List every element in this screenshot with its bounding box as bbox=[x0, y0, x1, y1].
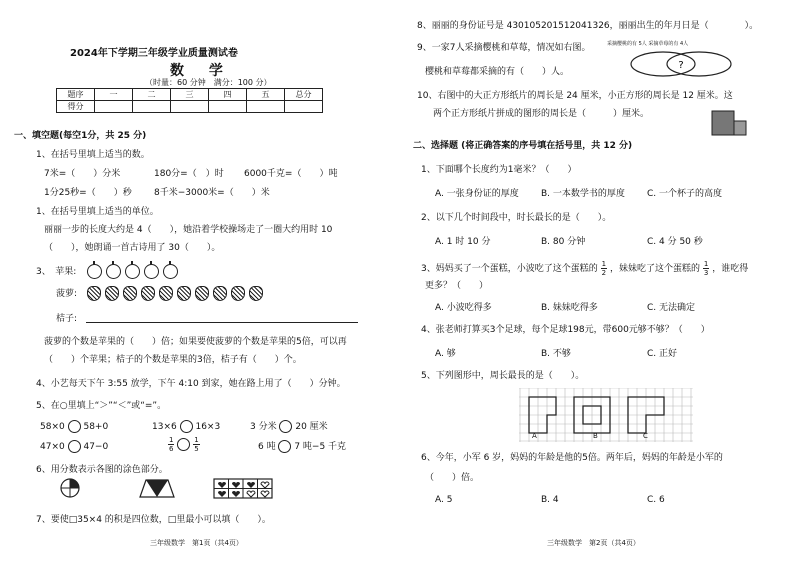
section2-heading: 二、选择题 (将正确答案的序号填在括号里，共 12 分) bbox=[413, 141, 633, 151]
question-1b: 180分=（ ）时 bbox=[154, 169, 224, 179]
question-3-text1: 菠萝的个数是苹果的（ ）倍；如果要使菠萝的个数是苹果的5倍，可以再 bbox=[44, 337, 347, 347]
shape-c-label: C bbox=[643, 432, 648, 440]
table-cell[interactable] bbox=[247, 101, 285, 113]
option-a[interactable]: A. 5 bbox=[435, 495, 453, 505]
fraction bbox=[601, 260, 607, 277]
option-a[interactable]: A. 一张身份证的厚度 bbox=[435, 189, 519, 199]
pineapple-icon bbox=[123, 286, 137, 301]
question-10b: 两个正方形纸片拼成的图形的周长是（ ）厘米。 bbox=[433, 109, 650, 119]
score-table-header-row bbox=[57, 89, 323, 101]
apple-icon bbox=[144, 264, 159, 279]
exam-title: 2024年下学期三年级学业质量测试卷 bbox=[70, 48, 238, 59]
compare-right: 47−0 bbox=[83, 442, 109, 452]
compare-item bbox=[250, 420, 328, 433]
compare-right: 58+0 bbox=[83, 422, 109, 432]
pineapple-icon bbox=[141, 286, 155, 301]
apple-row bbox=[87, 264, 178, 279]
compare-left: 47×0 bbox=[40, 442, 65, 452]
option-c[interactable]: C. 6 bbox=[647, 495, 665, 505]
option-c[interactable]: C. 无法确定 bbox=[647, 303, 696, 313]
compare-right: 7 吨−5 千克 bbox=[294, 442, 347, 452]
table-cell: 总分 bbox=[285, 89, 323, 101]
pineapple-icon bbox=[213, 286, 227, 301]
right-column bbox=[397, 0, 794, 561]
compare-left: 13×6 bbox=[152, 422, 177, 432]
option-b[interactable]: B. 妹妹吃得多 bbox=[541, 303, 598, 313]
circle-figure bbox=[61, 479, 79, 497]
denominator: 6 bbox=[169, 445, 174, 453]
denominator: 2 bbox=[601, 269, 607, 277]
shape-b-label: B bbox=[593, 432, 598, 440]
compare-left: 3 分米 bbox=[250, 422, 277, 432]
question-1: 1、在括号里填上适当的数。 bbox=[36, 150, 150, 160]
score-table-score-row bbox=[57, 101, 323, 113]
choice-question-5: 5、下列图形中，周长最長的是（ ）。 bbox=[421, 371, 585, 381]
fraction bbox=[168, 436, 174, 453]
compare-left: 58×0 bbox=[40, 422, 65, 432]
subject-title: 数 学 bbox=[170, 63, 233, 79]
question-8: 8、丽丽的身份证号是 430105201512041326，丽丽出生的年月日是（ ）。 bbox=[417, 21, 759, 31]
choice-question-3 bbox=[421, 260, 748, 277]
fraction-figures bbox=[60, 478, 290, 500]
compare-item bbox=[258, 440, 346, 453]
choice-question-6b: （ ）倍。 bbox=[425, 473, 480, 483]
compare-circle[interactable] bbox=[68, 420, 81, 433]
pineapple-row bbox=[87, 286, 263, 301]
option-a[interactable]: A. 够 bbox=[435, 349, 456, 359]
shape-a-label: A bbox=[532, 432, 537, 440]
table-cell: 一 bbox=[95, 89, 133, 101]
apple-icon bbox=[163, 264, 178, 279]
svg-text:?: ? bbox=[678, 60, 684, 71]
footer-right: 三年级数学 第2页（共4页） bbox=[547, 539, 640, 547]
question-1a: 7米=（ ）分米 bbox=[44, 169, 121, 179]
table-cell[interactable] bbox=[133, 101, 171, 113]
pineapple-icon bbox=[249, 286, 263, 301]
venn-diagram bbox=[627, 50, 737, 78]
compare-circle[interactable] bbox=[279, 420, 292, 433]
option-b[interactable]: B. 4 bbox=[541, 495, 559, 505]
choice-question-1: 1、下面哪个长度约为1毫米？（ ） bbox=[421, 165, 577, 175]
question-2a: 丽丽一步的长度大约是 4（ ），她沿着学校操场走了一圈大约用时 10 bbox=[44, 225, 333, 235]
fraction bbox=[193, 436, 199, 453]
pineapple-icon bbox=[195, 286, 209, 301]
apple-icon bbox=[87, 264, 102, 279]
pineapple-icon bbox=[177, 286, 191, 301]
question-9b: 樱桃和草莓都采摘的有（ ）人。 bbox=[425, 67, 570, 77]
orange-answer-line[interactable] bbox=[86, 322, 358, 323]
denominator: 3 bbox=[703, 269, 709, 277]
question-2b: （ ），她朗诵一首古诗用了 30（ ）。 bbox=[44, 243, 221, 253]
numerator: 1 bbox=[601, 260, 607, 268]
table-cell: 五 bbox=[247, 89, 285, 101]
pineapple-icon bbox=[231, 286, 245, 301]
pineapple-icon bbox=[105, 286, 119, 301]
table-cell: 四 bbox=[209, 89, 247, 101]
score-table bbox=[56, 88, 323, 113]
apple-icon bbox=[125, 264, 140, 279]
choice-question-3b: 更多？（ ） bbox=[425, 281, 489, 291]
compare-right: 16×3 bbox=[195, 422, 221, 432]
option-b[interactable]: B. 一本数学书的厚度 bbox=[541, 189, 625, 199]
compare-left: 6 吨 bbox=[258, 442, 276, 452]
compare-circle[interactable] bbox=[68, 440, 81, 453]
table-cell: 得分 bbox=[57, 101, 95, 113]
choice-question-4: 4、张老师打算买3个足球，每个足球198元，带600元够不够？（ ） bbox=[421, 325, 710, 335]
question-text: ，妹妹吃了这个蛋糕的 bbox=[609, 264, 700, 274]
compare-circle[interactable] bbox=[180, 420, 193, 433]
compare-item bbox=[40, 420, 108, 433]
option-b[interactable]: B. 80 分钟 bbox=[541, 237, 586, 247]
question-3-text2: （ ）个苹果；桔子的个数是苹果的3倍，桔子有（ ）个。 bbox=[44, 355, 302, 365]
compare-item bbox=[152, 420, 220, 433]
question-5: 5、在○里填上“＞”“＜”或“=”。 bbox=[36, 401, 167, 411]
table-cell: 三 bbox=[171, 89, 209, 101]
grid-shapes-figure bbox=[519, 388, 693, 442]
compare-circle[interactable] bbox=[177, 438, 190, 451]
compare-item bbox=[40, 440, 108, 453]
numerator: 1 bbox=[703, 260, 709, 268]
table-cell[interactable] bbox=[171, 101, 209, 113]
orange-label: 桔子: bbox=[56, 314, 78, 324]
option-c[interactable]: C. 正好 bbox=[647, 349, 678, 359]
exam-meta: （时量：60 分钟 满分：100 分） bbox=[145, 78, 272, 87]
question-1d: 1分25秒=（ ）秒 bbox=[44, 188, 132, 198]
venn-caption: 采摘樱桃的有 5人 采摘草莓的有 4人 bbox=[607, 41, 689, 47]
compare-circle[interactable] bbox=[278, 440, 291, 453]
denominator: 5 bbox=[194, 445, 199, 453]
option-c[interactable]: C. 一个杯子的高度 bbox=[647, 189, 723, 199]
pineapple-icon bbox=[159, 286, 173, 301]
choice-question-6: 6、今年，小军 6 岁，妈妈的年龄是他的5倍。两年后，妈妈的年龄是小军的 bbox=[421, 453, 723, 463]
choice-question-2: 2、以下几个时间段中，时长最长的是（ ）。 bbox=[421, 213, 612, 223]
option-a[interactable]: A. 小波吃得多 bbox=[435, 303, 492, 313]
question-10: 10、右图中的大正方形纸片的周长是 24 厘米，小正方形的周长是 12 厘米。这 bbox=[417, 91, 733, 101]
question-6: 6、用分数表示各图的涂色部分。 bbox=[36, 465, 168, 475]
trapezoid-figure bbox=[140, 480, 174, 497]
squares-figure bbox=[711, 110, 747, 136]
pineapple-icon bbox=[87, 286, 101, 301]
table-cell: 二 bbox=[133, 89, 171, 101]
question-7: 7、要使□35×4 的积是四位数，□里最小可以填（ ）。 bbox=[36, 515, 271, 525]
question-text: 3、妈妈买了一个蛋糕，小波吃了这个蛋糕的 bbox=[421, 264, 598, 274]
section1-heading: 一、填空题(每空1分，共 25 分) bbox=[14, 131, 147, 141]
table-cell[interactable] bbox=[209, 101, 247, 113]
fraction bbox=[703, 260, 709, 277]
compare-right: 20 厘米 bbox=[295, 422, 328, 432]
question-1c: 6000千克=（ ）吨 bbox=[244, 169, 338, 179]
compare-item-fraction bbox=[168, 436, 200, 453]
question-9: 9、一家7人采摘樱桃和草莓，情况如右图。 bbox=[417, 43, 591, 53]
table-cell[interactable] bbox=[95, 101, 133, 113]
grid-figure bbox=[214, 479, 272, 498]
numerator: 1 bbox=[194, 436, 199, 444]
option-a[interactable]: A. 1 时 10 分 bbox=[435, 237, 491, 247]
pineapple-label: 菠萝: bbox=[56, 289, 78, 299]
footer-left: 三年级数学 第1页（共4页） bbox=[150, 539, 243, 547]
question-text: ，谁吃得 bbox=[712, 264, 749, 274]
table-cell: 题序 bbox=[57, 89, 95, 101]
apple-icon bbox=[106, 264, 121, 279]
numerator: 1 bbox=[169, 436, 174, 444]
option-b[interactable]: B. 不够 bbox=[541, 349, 571, 359]
question-1e: 8千米−3000米=（ ）米 bbox=[154, 188, 270, 198]
question-4: 4、小艺每天下午 3:55 放学，下午 4:10 到家，她在路上用了（ ）分钟。 bbox=[36, 379, 346, 389]
question-2: 1、在括号里填上适当的单位。 bbox=[36, 207, 159, 217]
question-3-apple-label: 3、 苹果: bbox=[36, 267, 77, 277]
option-c[interactable]: C. 4 分 50 秒 bbox=[647, 237, 703, 247]
table-cell[interactable] bbox=[285, 101, 323, 113]
